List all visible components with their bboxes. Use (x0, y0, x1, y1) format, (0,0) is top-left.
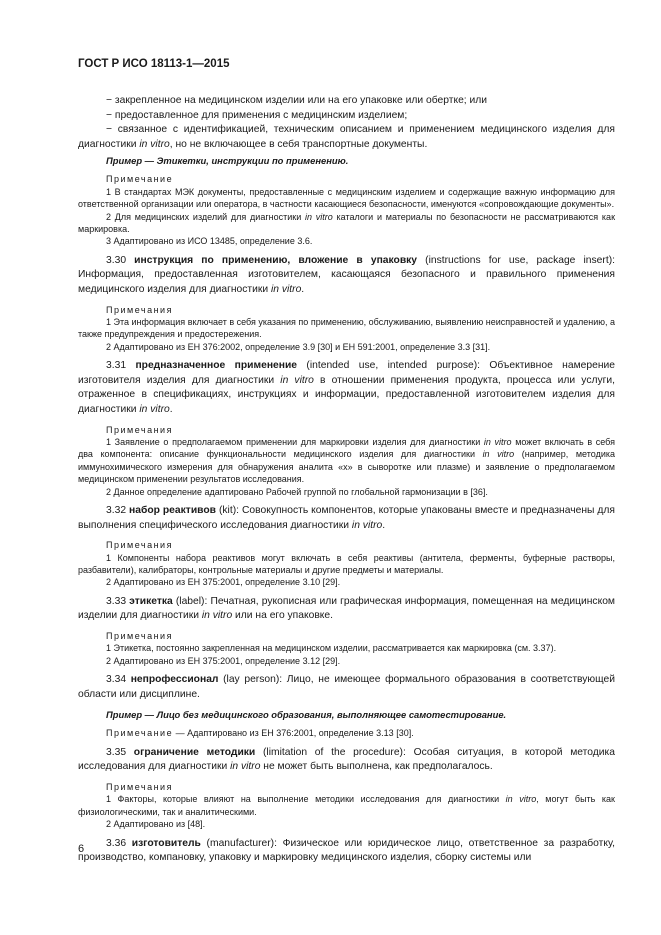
note: 1 Заявление о предполагаемом применении для маркировки изделия для диагностики in vitro может включать в себя два компонента: описание функциональности медицинского изделия для диагностики in vitro (например, методика иммунохимического измерения для обнаружения аналита «х» в сыворотке или плазме) и заявление о предполагаемом медицинском применении результатов исследования. (78, 437, 616, 485)
note: 2 Данное определение адаптировано Рабочей группой по глобальной гармонизации в [36]. (106, 486, 488, 497)
example: Пример — Лицо без медицинского образования, выполняющее самотестирование. (106, 709, 507, 721)
notes-heading: Примечания (106, 304, 173, 315)
definition-3-32: 3.32 набор реактивов (kit): Совокупность компонентов, которые упакованы вместе и предназначены для выполнения специфического исследования диагностики in vitro. (78, 505, 615, 531)
note: 1 Факторы, которые влияют на выполнение методики исследования для диагностики in vitro, могут быть как физиологическими, так и аналитическими. (78, 794, 615, 817)
notes-heading: Примечание (106, 174, 174, 185)
page-number: 6 (78, 843, 85, 855)
note: 2 Для медицинских изделий для диагностики in vitro каталоги и материалы по безопасности не рассматриваются как маркировка. (78, 211, 616, 234)
example: Пример — Этикетки, инструкции по применению. (106, 155, 349, 167)
notes-heading: Примечания (106, 540, 173, 551)
definition-3-34: 3.34 непрофессионал (lay person): Лицо, не имеющее формального образования в соответствующей области или дисциплине. (78, 674, 615, 700)
definition-3-31: 3.31 предназначенное применение (intended use, intended purpose): Объективное намерение изготовителя изделия для диагностики in vitro в отношении применения продукта, процесса или услуги, отраженное в спецификациях, инструкциях и информации, предоставленной изготовителем изделия для диагностики in vitro. (78, 360, 616, 415)
dash-item: − связанное с идентификацией, техническим описанием и применением медицинского изделия для диагностики in vitro, но не включающее в себя транспортные документы. (78, 124, 615, 150)
notes-heading: Примечания (106, 424, 173, 435)
document-page (78, 58, 615, 866)
dash-item: − предоставленное для применения с медицинским изделием; (106, 109, 408, 121)
note: 1 Эта информация включает в себя указания по применению, обслуживанию, выявлению неисправностей и удалению, а также предупреждения и предостережения. (78, 317, 615, 340)
note: 3 Адаптировано из ИСО 13485, определение 3.6. (106, 236, 313, 247)
definition-3-33: 3.33 этикетка (label): Печатная, рукописная или графическая информация, помещенная на медицинском изделии для диагностики in vitro или на его упаковке. (78, 595, 615, 622)
definition-3-36: 3.36 изготовитель (manufacturer): Физическое или юридическое лицо, ответственное за разработку, производство, компановку, упаковку и маркировку медицинского изделия, сборку системы или (78, 837, 615, 864)
definition-3-30: 3.30 инструкция по применению, вложение в упаковку (instructions for use, package insert): Информация, предоставленная изготовителем, касающаяся безопасного и правильного применения медицинского изделия для диагностики in vitro. (78, 254, 615, 295)
definition-3-35: 3.35 ограничение методики (limitation of the procedure): Особая ситуация, в которой методика исследования для диагностики in vitro не может быть выполнена, как предполагалось. (78, 746, 615, 773)
note: 2 Адаптировано из ЕН 375:2001, определение 3.12 [29]. (106, 655, 341, 666)
note: 2 Адаптировано из ЕН 376:2002, определение 3.9 [30] и ЕН 591:2001, определение 3.3 [31]. (106, 341, 491, 352)
dash-item: − закрепленное на медицинском изделии или на его упаковке или обертке; или (106, 95, 488, 106)
note: 2 Адаптировано из ЕН 375:2001, определение 3.10 [29]. (106, 577, 341, 588)
note: 2 Адаптировано из [48]. (106, 819, 206, 830)
notes-heading: Примечания (106, 782, 173, 793)
note: 1 Этикетка, постоянно закрепленная на медицинском изделии, рассматривается как маркировка (см. 3.37). (106, 643, 557, 654)
note: Примечание — Адаптировано из ЕН 376:2001, определение 3.13 [30]. (106, 728, 414, 739)
page-header: ГОСТ Р ИСО 18113-1—2015 (78, 58, 230, 70)
note: 1 Компоненты набора реактивов могут включать в себя реактивы (антитела, ферменты, буферные растворы, разбавители), калибраторы, контрольные материалы и другие предметы и материалы. (78, 552, 615, 576)
note: 1 В стандартах МЭК документы, предоставленные с медицинским изделием и содержащие важную информацию для ответственной организации или оператора, в частности касающиеся безопасности, именуются «сопровождающие документы». (78, 186, 615, 210)
notes-heading: Примечания (106, 631, 173, 642)
